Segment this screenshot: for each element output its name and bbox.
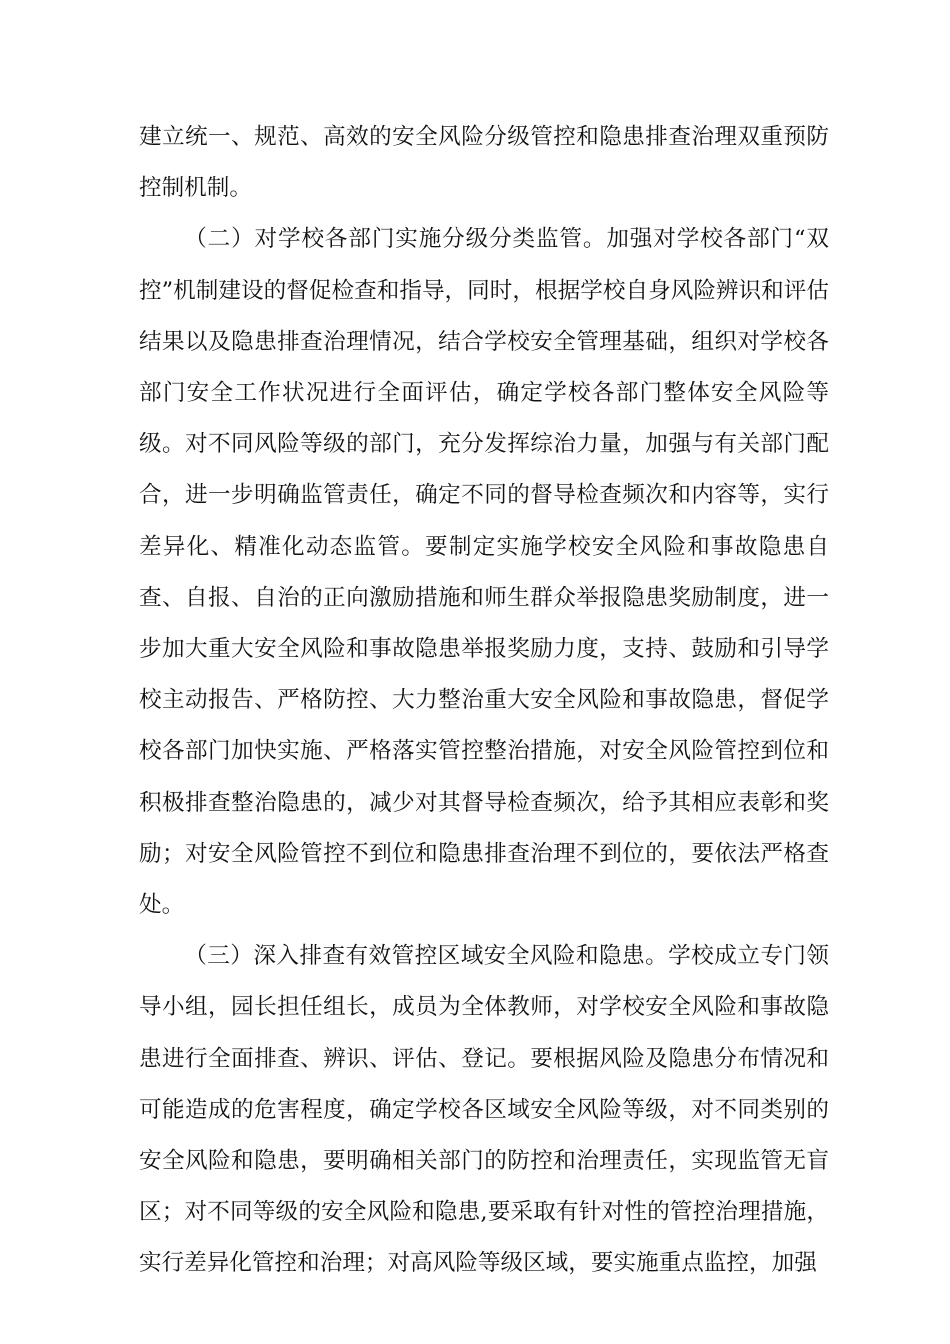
paragraph-section-three: （三）深入排查有效管控区域安全风险和隐患。学校成立专门领导小组，园长担任组长，成员为全体教师，对学校安全风险和事故隐患进行全面排查、辨识、评估、登记。要根据风险及隐患分布情况和可能造成的危害程度，确定学校各区域安全风险等级，对不同类别的安全风险和隐患，要明确相关部门的防控和治理责任，实现监管无盲区；对不同等级的安全风险和隐患,要采取有针对性的管控治理措施，实行差异化管控和治理；对高风险等级区域，要实施重点监控，加强 <box>139 943 829 1277</box>
paragraph-section-two: （二）对学校各部门实施分级分类监管。加强对学校各部门“双控”机制建设的督促检查和指导，同时，根据学校自身风险辨识和评估结果以及隐患排查治理情况，结合学校安全管理基础，组织对学校各部门安全工作状况进行全面评估，确定学校各部门整体安全风险等级。对不同风险等级的部门，充分发挥综治力量，加强与有关部门配合，进一步明确监管责任，确定不同的督导检查频次和内容等，实行差异化、精准化动态监管。要制定实施学校安全风险和事故隐患自查、自报、自治的正向激励措施和师生群众举报隐患奖励制度，进一步加大重大安全风险和事故隐患举报奖励力度，支持、鼓励和引导学校主动报告、严格防控、大力整治重大安全风险和事故隐患，督促学校各部门加快实施、严格落实管控整治措施，对安全风险管控到位和积极排查整治隐患的，减少对其督导检查频次，给予其相应表彰和奖励；对安全风险管控不到位和隐患排查治理不到位的，要依法严格查处。 <box>139 226 829 919</box>
paragraph-continuation: 建立统一、规范、高效的安全风险分级管控和隐患排查治理双重预防控制机制。 <box>139 124 829 202</box>
document-body <box>139 112 829 1290</box>
